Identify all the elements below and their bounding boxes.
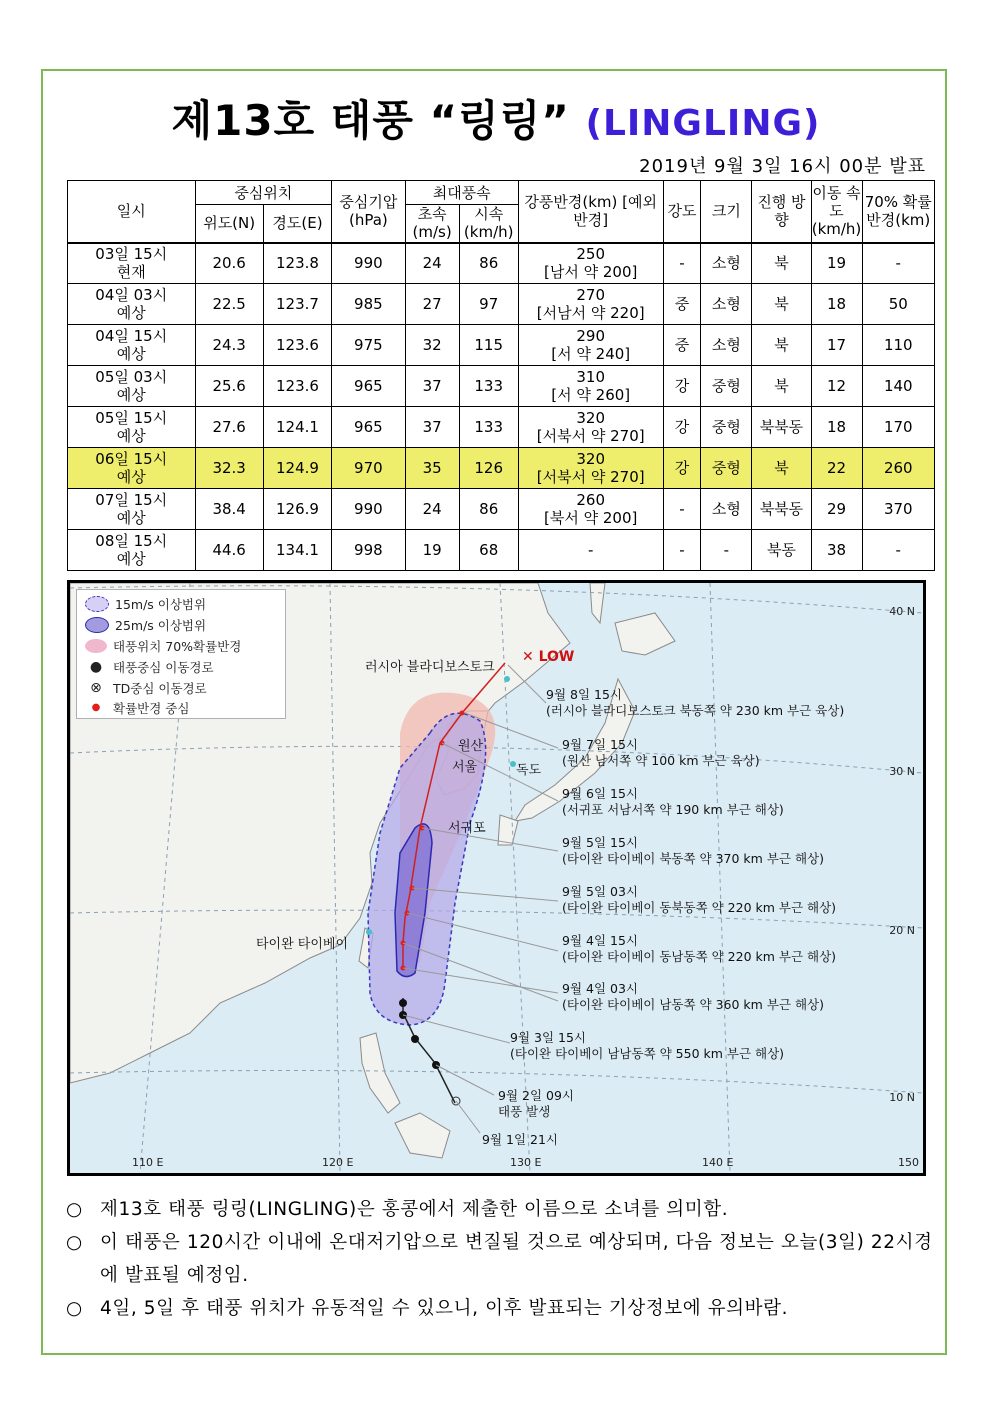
cell-radius: 260 [북서 약 200] (518, 489, 663, 530)
notes (66, 1193, 936, 1325)
header-prob-radius: 70% 확률 반경(km) (862, 181, 934, 243)
cell-radius: 290 [서 약 240] (518, 325, 663, 366)
cell-lon: 123.8 (263, 243, 331, 284)
cell-intensity: - (663, 489, 701, 530)
place-taipei: 타이완 타이베이 (256, 937, 349, 952)
cell-speed: 29 (811, 489, 862, 530)
cell-intensity: 중 (663, 284, 701, 325)
cell-dir: 북북동 (752, 489, 811, 530)
cell-ms: 37 (405, 407, 459, 448)
lat-line-10 (70, 1071, 923, 1094)
cell-lon: 124.1 (263, 407, 331, 448)
cell-prob: 260 (862, 448, 934, 489)
leader-line (436, 1065, 494, 1095)
red-dot-icon: ● (91, 702, 101, 713)
legend-typhoon-track: ● 태풍중심 이동경로 (85, 657, 214, 677)
annotation-sep5-15: 9월 5일 15시 (타이완 타이베이 북동쪽 약 370 km 부근 해상) (562, 835, 824, 866)
legend-wind-25: 25m/s 이상범위 (85, 615, 206, 635)
cell-ms: 37 (405, 366, 459, 407)
lon-label-120: 120 E (322, 1156, 354, 1169)
cell-pressure: 965 (332, 366, 405, 407)
legend-prob-center: ● 확률반경 중심 (85, 698, 189, 718)
lon-label-130: 130 E (510, 1156, 542, 1169)
cell-prob: 170 (862, 407, 934, 448)
cell-time: 06일 15시 예상 (68, 448, 196, 489)
cell-size: 중형 (701, 366, 752, 407)
cell-time: 08일 15시 예상 (68, 530, 196, 571)
land-japan-hokkaido (615, 613, 675, 655)
place-wonsan: 원산 (458, 739, 484, 754)
cell-time: 04일 15시 예상 (68, 325, 196, 366)
cell-kmh: 133 (459, 407, 518, 448)
cell-speed: 22 (811, 448, 862, 489)
note-bullet-icon: ○ (66, 1199, 83, 1220)
place-dokdo: 독도 (516, 763, 542, 778)
annotation-sep2-09: 9월 2일 09시 태풍 발생 (498, 1088, 574, 1119)
cell-dir: 북북동 (752, 407, 811, 448)
cell-kmh: 126 (459, 448, 518, 489)
cell-lat: 22.5 (195, 284, 263, 325)
cell-speed: 38 (811, 530, 862, 571)
header-center-pos: 중심위치 (195, 181, 332, 205)
cell-radius: 320 [서북서 약 270] (518, 448, 663, 489)
header-wind-ms: 초속 (m/s) (405, 205, 459, 243)
cell-speed: 18 (811, 407, 862, 448)
cell-radius: 250 [남서 약 200] (518, 243, 663, 284)
cell-time: 05일 15시 예상 (68, 407, 196, 448)
cell-size: 소형 (701, 489, 752, 530)
table-row (68, 284, 935, 325)
cell-lon: 124.9 (263, 448, 331, 489)
title-korean: 제13호 태풍 “링링” (171, 96, 570, 145)
land-japan-kyushu (498, 815, 518, 845)
cell-size: 소형 (701, 284, 752, 325)
cell-time: 04일 03시 예상 (68, 284, 196, 325)
table-row (68, 243, 935, 284)
note-bullet-icon: ○ (66, 1232, 83, 1253)
cell-lat: 24.3 (195, 325, 263, 366)
cell-pressure: 998 (332, 530, 405, 571)
cell-time: 05일 03시 예상 (68, 366, 196, 407)
cell-speed: 18 (811, 284, 862, 325)
cell-prob: - (862, 243, 934, 284)
cell-speed: 12 (811, 366, 862, 407)
lon-label-110: 110 E (132, 1156, 164, 1169)
cell-size: - (701, 530, 752, 571)
header-lon: 경도(E) (263, 205, 331, 243)
city-marker-taipei (366, 929, 372, 935)
cell-dir: 북동 (752, 530, 811, 571)
cell-intensity: 강 (663, 448, 701, 489)
legend-td-track: ⊗ TD중심 이동경로 (85, 678, 207, 698)
cell-lat: 25.6 (195, 366, 263, 407)
forecast-table (67, 180, 935, 571)
cell-lon: 126.9 (263, 489, 331, 530)
note-item: ○ 4일, 5일 후 태풍 위치가 유동적일 수 있으니, 이후 발표되는 기상정보에 유의바람. (66, 1292, 936, 1325)
cell-lon: 123.6 (263, 325, 331, 366)
cell-dir: 북 (752, 448, 811, 489)
annotation-sep3-15: 9월 3일 15시 (타이완 타이베이 남남동쪽 약 550 km 부근 해상) (510, 1030, 785, 1061)
low-marker: ✕ LOW (522, 649, 575, 665)
annotation-sep5-03: 9월 5일 03시 (타이완 타이베이 동북동쪽 약 220 km 부근 해상) (562, 884, 837, 915)
city-marker-vladivostok (504, 676, 510, 682)
annotation-sep8: 9월 8일 15시 (러시아 블라디보스토크 북동쪽 약 230 km 부근 육상) (546, 687, 845, 718)
lon-line-140 (710, 583, 730, 1173)
cell-size: 중형 (701, 448, 752, 489)
place-vladivostok: 러시아 블라디보스토크 (365, 660, 495, 675)
table-row (68, 325, 935, 366)
cell-prob: 140 (862, 366, 934, 407)
header-wind-kmh: 시속 (km/h) (459, 205, 518, 243)
table-row (68, 366, 935, 407)
land-philippines-luzon (360, 1033, 400, 1113)
leader-line (456, 1101, 480, 1133)
cell-dir: 북 (752, 243, 811, 284)
cell-radius: 270 [서남서 약 220] (518, 284, 663, 325)
cell-pressure: 975 (332, 325, 405, 366)
cell-dir: 북 (752, 325, 811, 366)
land-philippines-south (395, 1113, 450, 1158)
cell-dir: 북 (752, 366, 811, 407)
table-row (68, 407, 935, 448)
place-seogwipo: 서귀포 (448, 821, 486, 836)
cell-prob: 50 (862, 284, 934, 325)
cell-lat: 20.6 (195, 243, 263, 284)
wind-25-swatch (85, 617, 109, 633)
cell-radius: - (518, 530, 663, 571)
annotation-sep4-15: 9월 4일 15시 (타이완 타이베이 동남동쪽 약 220 km 부근 해상) (562, 933, 837, 964)
cell-pressure: 990 (332, 243, 405, 284)
land-sakhalin (590, 583, 605, 623)
cell-radius: 310 [서 약 260] (518, 366, 663, 407)
legend-prob-radius: 태풍위치 70%확률반경 (85, 636, 241, 656)
cell-intensity: 중 (663, 325, 701, 366)
cell-prob: 110 (862, 325, 934, 366)
td-cross-icon: ⊗ (90, 680, 102, 696)
cell-pressure: 965 (332, 407, 405, 448)
cell-size: 소형 (701, 325, 752, 366)
cell-ms: 24 (405, 243, 459, 284)
cell-lat: 38.4 (195, 489, 263, 530)
map-legend (76, 589, 286, 719)
track-point (399, 999, 407, 1007)
header-size: 크기 (701, 181, 752, 243)
note-bullet-icon: ○ (66, 1298, 83, 1319)
cell-size: 소형 (701, 243, 752, 284)
cell-lat: 44.6 (195, 530, 263, 571)
cell-kmh: 133 (459, 366, 518, 407)
cell-intensity: 강 (663, 407, 701, 448)
cell-kmh: 68 (459, 530, 518, 571)
header-lat: 위도(N) (195, 205, 263, 243)
cell-time: 03일 15시 현재 (68, 243, 196, 284)
typhoon-track-map (67, 580, 926, 1176)
lat-label-10: 10 N (889, 1091, 915, 1104)
cell-kmh: 86 (459, 243, 518, 284)
note-item: ○ 제13호 태풍 링링(LINGLING)은 홍콩에서 제출한 이름으로 소녀를 의미함. (66, 1193, 936, 1226)
annotation-sep7: 9월 7일 15시 (원산 남서쪽 약 100 km 부근 육상) (562, 737, 760, 768)
cell-kmh: 115 (459, 325, 518, 366)
header-intensity: 강도 (663, 181, 701, 243)
table-row (68, 448, 935, 489)
header-direction: 진행 방향 (752, 181, 811, 243)
cell-pressure: 985 (332, 284, 405, 325)
lat-label-40: 40 N (889, 605, 915, 618)
header-pressure: 중심기압 (hPa) (332, 181, 405, 243)
lat-label-30: 30 N (889, 765, 915, 778)
cell-kmh: 97 (459, 284, 518, 325)
cell-ms: 32 (405, 325, 459, 366)
cell-intensity: 강 (663, 366, 701, 407)
lon-label-150: 150 (898, 1156, 919, 1169)
cell-dir: 북 (752, 284, 811, 325)
table-row (68, 530, 935, 571)
cell-radius: 320 [서북서 약 270] (518, 407, 663, 448)
cell-ms: 24 (405, 489, 459, 530)
cell-ms: 35 (405, 448, 459, 489)
cell-time: 07일 15시 예상 (68, 489, 196, 530)
cell-ms: 19 (405, 530, 459, 571)
cell-kmh: 86 (459, 489, 518, 530)
typhoon-symbol-icon: ● (89, 659, 103, 675)
issued-time: 2019년 9월 3일 16시 00분 발표 (639, 156, 926, 177)
cell-lon: 123.7 (263, 284, 331, 325)
track-point (411, 1035, 419, 1043)
note-item: ○ 이 태풍은 120시간 이내에 온대저기압으로 변질될 것으로 예상되며, 다음 정보는 오늘(3일) 22시경에 발표될 예정임. (66, 1226, 936, 1292)
cell-lon: 123.6 (263, 366, 331, 407)
cell-lon: 134.1 (263, 530, 331, 571)
header-speed: 이동 속도 (km/h) (811, 181, 862, 243)
cell-lat: 27.6 (195, 407, 263, 448)
cell-pressure: 970 (332, 448, 405, 489)
header-radius: 강풍반경(km) [예외반경] (518, 181, 663, 243)
header-max-wind: 최대풍속 (405, 181, 518, 205)
page-title (0, 88, 992, 148)
leader-line (403, 1015, 510, 1043)
cell-pressure: 990 (332, 489, 405, 530)
table-row (68, 489, 935, 530)
title-english: (LINGLING) (585, 103, 821, 144)
cell-size: 중형 (701, 407, 752, 448)
annotation-sep6: 9월 6일 15시 (서귀포 서남서쪽 약 190 km 부근 해상) (562, 786, 784, 817)
cell-speed: 19 (811, 243, 862, 284)
legend-wind-15: 15m/s 이상범위 (85, 594, 206, 614)
cell-prob: - (862, 530, 934, 571)
wind-15-swatch (85, 596, 109, 612)
cell-intensity: - (663, 243, 701, 284)
lon-label-140: 140 E (702, 1156, 734, 1169)
lat-label-20: 20 N (889, 924, 915, 937)
place-seoul: 서울 (452, 760, 478, 775)
annotation-sep4-03: 9월 4일 03시 (타이완 타이베이 남동쪽 약 360 km 부근 해상) (562, 981, 824, 1012)
cell-lat: 32.3 (195, 448, 263, 489)
cell-speed: 17 (811, 325, 862, 366)
cell-intensity: - (663, 530, 701, 571)
cell-prob: 370 (862, 489, 934, 530)
header-time: 일시 (68, 181, 196, 243)
annotation-sep1-21: 9월 1일 21시 (482, 1132, 558, 1147)
prob-center-dot (460, 711, 465, 716)
prob-radius-swatch (85, 639, 107, 653)
cell-ms: 27 (405, 284, 459, 325)
